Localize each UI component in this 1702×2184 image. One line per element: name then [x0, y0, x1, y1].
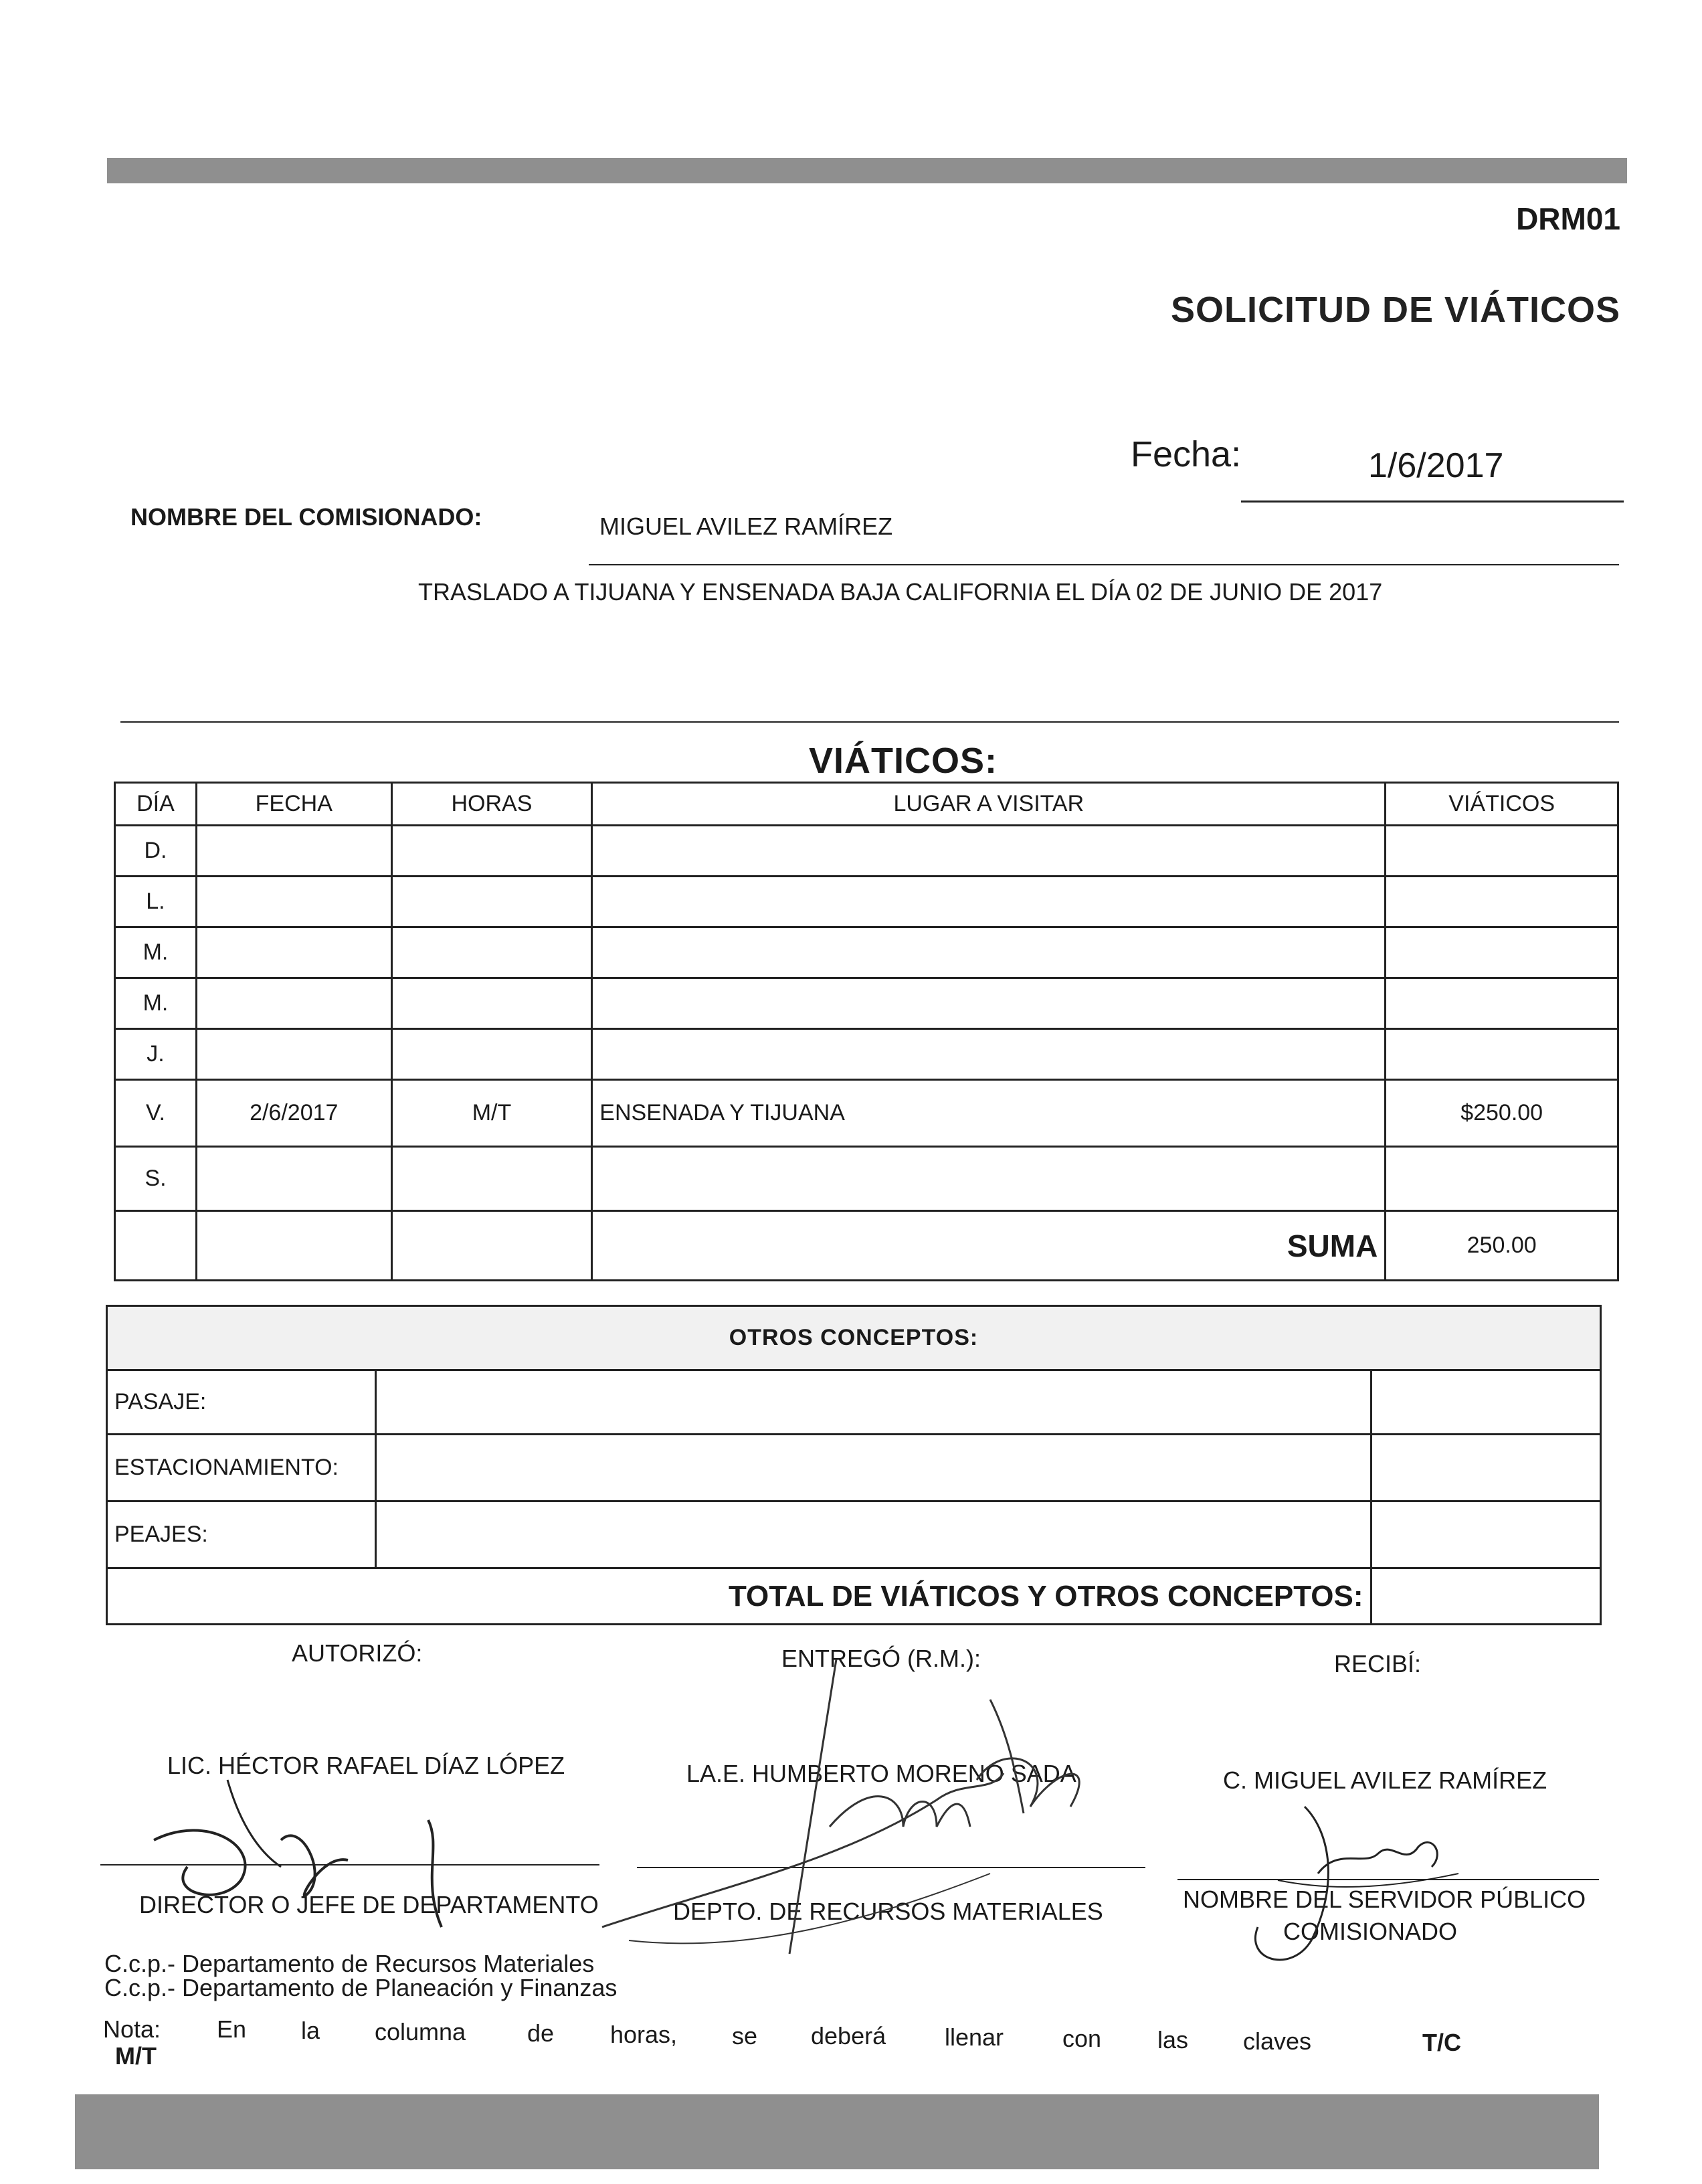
otros-table: [106, 1305, 1602, 1625]
entrego-title: DEPTO. DE RECURSOS MATERIALES: [673, 1898, 1103, 1925]
cell-fecha[interactable]: [196, 927, 391, 978]
cell-lugar[interactable]: [592, 826, 1386, 877]
cell-lugar[interactable]: [592, 1147, 1386, 1211]
motivo-text[interactable]: TRASLADO A TIJUANA Y ENSENADA BAJA CALIFORNIA EL DÍA 02 DE JUNIO DE 2017: [418, 578, 1383, 606]
suma-row: [115, 1211, 1618, 1281]
entrego-signature: [589, 1659, 1191, 1967]
nota-word: se: [732, 2022, 758, 2050]
ccp-line-2: C.c.p.- Departamento de Planeación y Finanzas: [104, 1974, 618, 2001]
cell-lugar[interactable]: [592, 927, 1386, 978]
table-row: [115, 1147, 1618, 1211]
recibi-name: C. MIGUEL AVILEZ RAMÍREZ: [1223, 1766, 1547, 1794]
nota-word: En: [217, 2015, 247, 2043]
table-row: [115, 1029, 1618, 1080]
cell-monto[interactable]: [1386, 978, 1618, 1029]
otros-heading: OTROS CONCEPTOS:: [107, 1306, 1601, 1370]
nota-word: de: [527, 2019, 555, 2047]
cell-horas[interactable]: [391, 1029, 592, 1080]
col-viaticos: VIÁTICOS: [1386, 783, 1618, 826]
cell-dia: L.: [115, 877, 197, 927]
col-dia: DÍA: [115, 783, 197, 826]
recibi-signature: [1204, 1793, 1485, 1981]
nota-word: con: [1062, 2025, 1102, 2052]
otros-detail[interactable]: [375, 1435, 1371, 1502]
suma-value[interactable]: 250.00: [1386, 1211, 1618, 1281]
cell-monto[interactable]: [1386, 927, 1618, 978]
top-band: [107, 158, 1627, 183]
fecha-underline: [1241, 500, 1624, 503]
nota-code-mt: M/T: [115, 2042, 157, 2070]
table-row: [115, 927, 1618, 978]
cell-dia: D.: [115, 826, 197, 877]
ccp-line-1: C.c.p.- Departamento de Recursos Materiales: [104, 1950, 595, 1977]
total-value[interactable]: [1371, 1568, 1600, 1625]
list-item: [107, 1370, 1601, 1435]
suma-empty-3: [391, 1211, 592, 1281]
cell-dia: M.: [115, 978, 197, 1029]
nota-word: llenar: [945, 2023, 1004, 2051]
entrego-label: ENTREGÓ (R.M.):: [781, 1645, 981, 1672]
list-item: [107, 1435, 1601, 1502]
otros-detail[interactable]: [375, 1502, 1371, 1568]
nota-word: columna: [375, 2018, 466, 2045]
viaticos-table: [114, 782, 1619, 1281]
table-row: [115, 826, 1618, 877]
form-code: DRM01: [1516, 201, 1620, 236]
cell-fecha[interactable]: [196, 1147, 391, 1211]
nota-word: la: [301, 2017, 320, 2044]
comisionado-name[interactable]: MIGUEL AVILEZ RAMÍREZ: [599, 513, 893, 540]
nota-word: las: [1157, 2026, 1189, 2054]
otros-heading-row: [107, 1306, 1601, 1370]
viaticos-header-row: [115, 783, 1618, 826]
cell-lugar[interactable]: [592, 978, 1386, 1029]
fecha-label: Fecha:: [1131, 434, 1242, 474]
cell-horas[interactable]: [391, 826, 592, 877]
autorizo-signature: [127, 1740, 502, 1940]
suma-label: SUMA: [592, 1211, 1386, 1281]
cell-horas[interactable]: [391, 877, 592, 927]
cell-fecha[interactable]: [196, 877, 391, 927]
cell-dia: S.: [115, 1147, 197, 1211]
suma-empty-1: [115, 1211, 197, 1281]
cell-lugar[interactable]: [592, 1029, 1386, 1080]
table-row: [115, 1080, 1618, 1147]
cell-lugar[interactable]: ENSENADA Y TIJUANA: [592, 1080, 1386, 1147]
cell-fecha[interactable]: [196, 978, 391, 1029]
cell-monto[interactable]: [1386, 1147, 1618, 1211]
cell-dia: M.: [115, 927, 197, 978]
total-row: [107, 1568, 1601, 1625]
col-fecha: FECHA: [196, 783, 391, 826]
cell-horas[interactable]: M/T: [391, 1080, 592, 1147]
otros-label-pasaje: PASAJE:: [107, 1370, 376, 1435]
nota-word: claves: [1243, 2027, 1312, 2055]
autorizo-title: DIRECTOR O JEFE DE DEPARTAMENTO: [139, 1891, 599, 1918]
cell-fecha[interactable]: 2/6/2017: [196, 1080, 391, 1147]
autorizo-label: AUTORIZÓ:: [292, 1639, 423, 1667]
cell-horas[interactable]: [391, 927, 592, 978]
table-row: [115, 978, 1618, 1029]
nota-code-tc: T/C: [1422, 2029, 1461, 2056]
col-horas: HORAS: [391, 783, 592, 826]
otros-label-peajes: PEAJES:: [107, 1502, 376, 1568]
otros-label-estacionamiento: ESTACIONAMIENTO:: [107, 1435, 376, 1502]
otros-value[interactable]: [1371, 1502, 1600, 1568]
entrego-name: LA.E. HUMBERTO MORENO SADA: [686, 1760, 1076, 1787]
list-item: [107, 1502, 1601, 1568]
nota-word: deberá: [811, 2022, 886, 2050]
otros-value[interactable]: [1371, 1435, 1600, 1502]
fecha-value[interactable]: 1/6/2017: [1368, 446, 1504, 485]
autorizo-name: LIC. HÉCTOR RAFAEL DÍAZ LÓPEZ: [167, 1752, 565, 1779]
cell-monto[interactable]: [1386, 1029, 1618, 1080]
otros-value[interactable]: [1371, 1370, 1600, 1435]
comisionado-label: NOMBRE DEL COMISIONADO:: [130, 503, 482, 531]
recibi-title-2: COMISIONADO: [1283, 1918, 1458, 1945]
form-title: SOLICITUD DE VIÁTICOS: [1170, 290, 1620, 330]
viaticos-heading: VIÁTICOS:: [808, 741, 998, 781]
recibi-label: RECIBÍ:: [1334, 1650, 1422, 1677]
total-label: TOTAL DE VIÁTICOS Y OTROS CONCEPTOS:: [107, 1568, 1372, 1625]
recibi-title-1: NOMBRE DEL SERVIDOR PÚBLICO: [1183, 1886, 1586, 1913]
bottom-band: [75, 2094, 1599, 2169]
col-lugar: LUGAR A VISITAR: [592, 783, 1386, 826]
nota-word: horas,: [610, 2021, 678, 2048]
comisionado-underline: [589, 564, 1619, 565]
cell-fecha[interactable]: [196, 1029, 391, 1080]
nota-label: Nota:: [103, 2015, 161, 2043]
cell-monto[interactable]: $250.00: [1386, 1080, 1618, 1147]
table-row: [115, 877, 1618, 927]
cell-horas[interactable]: [391, 978, 592, 1029]
cell-dia: V.: [115, 1080, 197, 1147]
cell-dia: J.: [115, 1029, 197, 1080]
viaticos-top-rule: [120, 721, 1619, 723]
cell-monto[interactable]: [1386, 826, 1618, 877]
cell-horas[interactable]: [391, 1147, 592, 1211]
suma-empty-2: [196, 1211, 391, 1281]
cell-monto[interactable]: [1386, 877, 1618, 927]
otros-detail[interactable]: [375, 1370, 1371, 1435]
cell-lugar[interactable]: [592, 877, 1386, 927]
cell-fecha[interactable]: [196, 826, 391, 877]
